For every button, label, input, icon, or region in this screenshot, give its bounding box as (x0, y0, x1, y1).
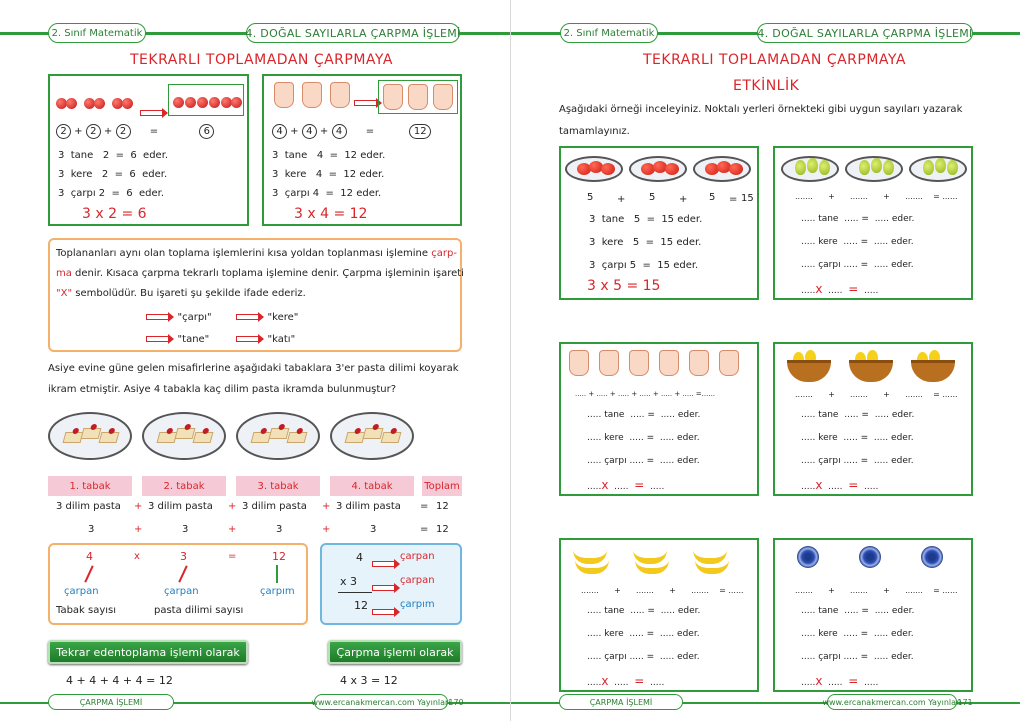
ex-plus: + (679, 194, 688, 205)
cherry-line-3: 3 çarpı 2 = 6 eder. (58, 188, 165, 199)
banana-line-1: ..... tane ..... = ..... eder. (587, 606, 701, 616)
ex-plus: + (617, 194, 626, 205)
pointer-arrow-icon (276, 565, 278, 583)
v-factor-1: 4 (356, 551, 363, 564)
cherry-formula: 3 x 2 = 6 (82, 206, 147, 222)
product: 12 (272, 550, 286, 563)
hand-result-box (378, 80, 458, 114)
cherry-example-box (48, 74, 249, 226)
hand-icon (719, 350, 739, 376)
result-line (338, 592, 372, 593)
banana-exercise-box (559, 538, 759, 692)
col-header-4: 4. tabak (330, 476, 414, 496)
multiplication-terms-box (48, 543, 308, 625)
hand-icon (302, 82, 322, 108)
arrow-icon (372, 577, 394, 596)
v-factor-2: x 3 (340, 575, 358, 588)
factor-2: 3 (180, 550, 187, 563)
sum-expression: 4 + 4 + 4 + 4 = 12 (66, 674, 173, 687)
definition-note: Toplananları aynı olan toplama işlemlerini kısa yoldan toplanması işlemine çarp- ma denir. Kısaca çarpma tekrarlı toplama işlemine denir. Çarpma işleminin işareti "X" sembolüdür. Bu işareti şu şekilde ifade ederiz. "çarpı" "kere" "tane" "katı" (48, 238, 462, 352)
flower-icon (797, 546, 819, 568)
pear-exercise-box (773, 146, 973, 300)
pointer-arrow-icon (178, 565, 187, 582)
footer-site: www.ercanakmercan.com Yayınları (314, 694, 448, 710)
banana-sum: ....... + ....... + ....... = ...... (581, 586, 744, 595)
row2-plus: + (322, 524, 331, 535)
ex-formula: 3 x 5 = 15 (587, 278, 661, 294)
equals-sign: = (228, 551, 237, 562)
footer-topic: ÇARPMA İŞLEMİ (559, 694, 683, 710)
row2-cell-2: 3 (182, 524, 189, 535)
pear-line-2: ..... kere ..... = ..... eder. (801, 237, 914, 247)
question-line-2: ikram etmiştir. Asiye 4 tabakla kaç dilim pasta ikramda bulunmuştur? (48, 384, 397, 395)
row2-cell-4: 3 (370, 524, 377, 535)
row1-eq: = (420, 501, 429, 512)
col-header-3: 3. tabak (236, 476, 320, 496)
flower-line-1: ..... tane ..... = ..... eder. (801, 606, 915, 616)
row2-plus: + (134, 524, 143, 535)
unit-title: 4. DOĞAL SAYILARLA ÇARPMA İŞLEMİ (757, 23, 973, 43)
row1-cell-4: 3 dilim pasta (336, 501, 401, 512)
banana-icon (695, 560, 729, 574)
plate-icon (142, 412, 226, 460)
basket-exercise-box (773, 342, 973, 496)
label-carpim: çarpım (260, 586, 295, 597)
arrow-icon (372, 601, 394, 620)
arrow-icon (140, 102, 162, 121)
hand-addition: 4 + 4 + 4 = 12 (272, 124, 431, 139)
banana-formula: .....x ..... = ..... (587, 674, 665, 688)
row1-total: 12 (436, 501, 449, 512)
hand-icon (629, 350, 649, 376)
footer-site: www.ercanakmercan.com Yayınları (827, 694, 957, 710)
synonym-kere: "kere" (236, 308, 298, 328)
basket-line-1: ..... tane ..... = ..... eder. (801, 410, 915, 420)
plate-icon (330, 412, 414, 460)
row1-cell-1: 3 dilim pasta (56, 501, 121, 512)
times-sign: x (134, 551, 140, 562)
col-header-2: 2. tabak (142, 476, 226, 496)
vertical-multiplication-box (320, 543, 462, 625)
cherry-line-1: 3 tane 2 = 6 eder. (58, 150, 169, 161)
hand-icon (659, 350, 679, 376)
col-header-total: Toplam (422, 476, 462, 496)
flower-icon (921, 546, 943, 568)
flower-exercise-box (773, 538, 973, 692)
synonym-kati: "katı" (236, 330, 295, 350)
instruction-line-2: tamamlayınız. (559, 126, 630, 137)
cherry-result-box (168, 84, 244, 116)
banana-icon (575, 560, 609, 574)
ex-line-3: 3 çarpı 5 = 15 eder. (589, 260, 699, 271)
flower-sum: ....... + ....... + ....... = ...... (795, 586, 958, 595)
row1-cell-3: 3 dilim pasta (242, 501, 307, 512)
row1-cell-2: 3 dilim pasta (148, 501, 213, 512)
hand-line-1: 3 tane 4 = 12 eder. (272, 150, 386, 161)
pear-line-3: ..... çarpı ..... = ..... eder. (801, 260, 914, 270)
basket-line-3: ..... çarpı ..... = ..... eder. (801, 456, 914, 466)
flower-icon (859, 546, 881, 568)
hand-icon (689, 350, 709, 376)
basket-line-2: ..... kere ..... = ..... eder. (801, 433, 914, 443)
hands-line-1: ..... tane ..... = ..... eder. (587, 410, 701, 420)
synonym-tane: "tane" (146, 330, 209, 350)
row2-total: 12 (436, 524, 449, 535)
hands-formula: .....x ..... = ..... (587, 478, 665, 492)
instruction-line-1: Aşağıdaki örneği inceleyiniz. Noktalı yerleri örnekteki gibi uygun sayıları yazarak (559, 104, 963, 115)
grade-label: 2. Sınıf Matematik (560, 23, 658, 43)
arrow-icon (354, 92, 376, 111)
ex-eq: = (729, 194, 738, 205)
row2-cell-3: 3 (276, 524, 283, 535)
banana-icon (635, 560, 669, 574)
banana-line-2: ..... kere ..... = ..... eder. (587, 629, 700, 639)
hand-formula: 3 x 4 = 12 (294, 206, 368, 222)
pear-formula: .....x ..... = ..... (801, 282, 879, 296)
basket-sum: ....... + ....... + ....... = ...... (795, 390, 958, 399)
question-line-1: Asiye evine güne gelen misafirlerine aşağıdaki tabaklara 3'er pasta dilimi koyarak (48, 363, 459, 374)
row2-cell-1: 3 (88, 524, 95, 535)
ex-addend: 5 (709, 192, 716, 203)
cherry-line-2: 3 kere 2 = 6 eder. (58, 169, 168, 180)
example-box (559, 146, 759, 300)
ex-addend: 5 (587, 192, 594, 203)
basket-formula: .....x ..... = ..... (801, 478, 879, 492)
hands-exercise-box (559, 342, 759, 496)
ex-sum: 15 (741, 193, 754, 204)
v-product: 12 (354, 599, 368, 612)
page-title: TEKRARLI TOPLAMADAN ÇARPMAYA (643, 52, 906, 68)
footer-topic: ÇARPMA İŞLEMİ (48, 694, 174, 710)
unit-title: 4. DOĞAL SAYILARLA ÇARPMA İŞLEMİ (246, 23, 460, 43)
row1-plus: + (322, 501, 331, 512)
ex-line-2: 3 kere 5 = 15 eder. (589, 237, 702, 248)
repeat-addition-label: Tekrar edentoplama işlemi olarak (48, 640, 248, 664)
flower-line-2: ..... kere ..... = ..... eder. (801, 629, 914, 639)
label-carpan-2: çarpan (164, 586, 199, 597)
label-carpan-1: çarpan (64, 586, 99, 597)
page-number: 171 (957, 697, 973, 707)
v-label-2: çarpan (400, 575, 435, 586)
activity-title: ETKİNLİK (733, 78, 800, 94)
row2-plus: + (228, 524, 237, 535)
label-tabak-sayisi: Tabak sayısı (56, 605, 117, 616)
multiplication-label: Çarpma işlemi olarak (328, 640, 462, 664)
hand-line-2: 3 kere 4 = 12 eder. (272, 169, 385, 180)
hands-line-3: ..... çarpı ..... = ..... eder. (587, 456, 700, 466)
hands-sum: ..... + ..... + ..... + ..... + ..... + ..... =...... (575, 390, 716, 398)
synonym-carpi: "çarpı" (146, 308, 212, 328)
pear-sum: ....... + ....... + ....... = ...... (795, 192, 958, 201)
hand-icon (274, 82, 294, 108)
mult-expression: 4 x 3 = 12 (340, 674, 398, 687)
row1-plus: + (134, 501, 143, 512)
hand-icon (330, 82, 350, 108)
plate-icon (236, 412, 320, 460)
hand-icon (569, 350, 589, 376)
banana-line-3: ..... çarpı ..... = ..... eder. (587, 652, 700, 662)
arrow-icon (372, 553, 394, 572)
page-title: TEKRARLI TOPLAMADAN ÇARPMAYA (130, 52, 393, 68)
hand-example-box (262, 74, 462, 226)
ex-line-1: 3 tane 5 = 15 eder. (589, 214, 703, 225)
pear-line-1: ..... tane ..... = ..... eder. (801, 214, 915, 224)
v-label-1: çarpan (400, 551, 435, 562)
cherry-addition: 2 + 2 + 2 = 6 (56, 124, 214, 139)
col-header-1: 1. tabak (48, 476, 132, 496)
right-page (510, 0, 1020, 721)
row2-eq: = (420, 524, 429, 535)
hand-icon (599, 350, 619, 376)
label-pasta-sayisi: pasta dilimi sayısı (154, 605, 244, 616)
hands-line-2: ..... kere ..... = ..... eder. (587, 433, 700, 443)
pointer-arrow-icon (84, 565, 93, 582)
plate-icon (48, 412, 132, 460)
flower-line-3: ..... çarpı ..... = ..... eder. (801, 652, 914, 662)
v-label-3: çarpım (400, 599, 435, 610)
ex-addend: 5 (649, 192, 656, 203)
hand-line-3: 3 çarpı 4 = 12 eder. (272, 188, 382, 199)
flower-formula: .....x ..... = ..... (801, 674, 879, 688)
page-number: 170 (448, 697, 464, 707)
row1-plus: + (228, 501, 237, 512)
grade-label: 2. Sınıf Matematik (48, 23, 146, 43)
factor-1: 4 (86, 550, 93, 563)
